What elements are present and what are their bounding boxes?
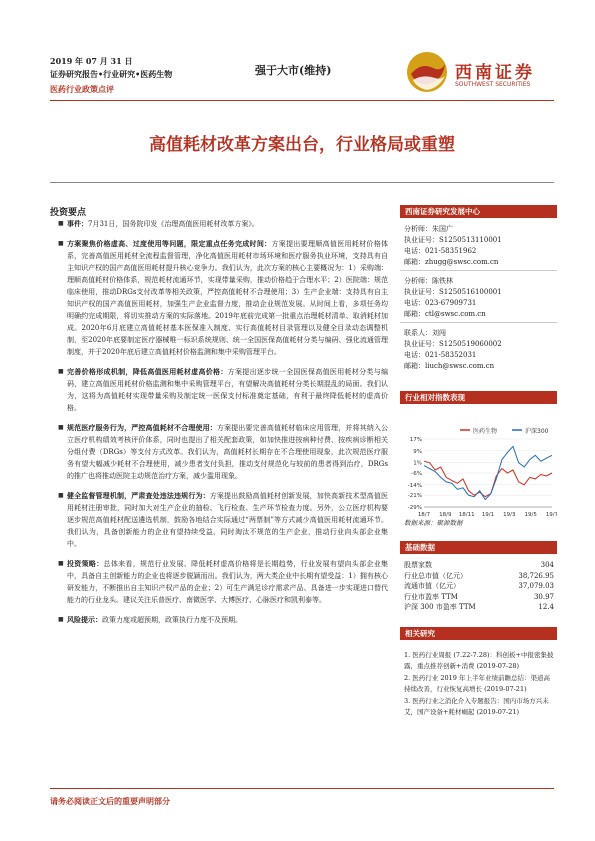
x-tick-label: 19/3	[503, 512, 516, 518]
relative-index-chart	[400, 423, 557, 531]
report-date: 2019 年 07 月 31 日	[50, 56, 133, 66]
logo-emblem-icon	[405, 50, 449, 94]
basic-data-heading: 基础数据	[400, 541, 557, 554]
table-row: 股票家数 304	[404, 561, 554, 569]
x-tick-label: 18/11	[458, 512, 475, 518]
y-tick-label: -29%	[407, 505, 422, 511]
report-category: 证券研究报告•行业研究•医药生物	[50, 69, 173, 79]
research-center-heading: 西南证券研究发展中心	[400, 205, 557, 218]
bullet-item: ■ 规范医疗服务行为，严控高值耗材不合理使用：方案提出要完善高值耗材临床应用管理，并将其纳入公立医疗机构绩效考核评价体系，同时也提出了相关配套政策，如加快推进按病种付费、按疾病诊断相关分组付费（DRGs）等支付方式改革。我们认为，高值耗材长期存在不合理使用现象，此次规范医疗服务有望大幅减少耗材不合理使用，减少患者支付负担，推动支付规范化与较前的患者得到治疗，DRGs的推广也将推动医院主动规范治疗方案，减少滥用现象。	[58, 422, 388, 482]
analyst-cert: 执业证号：S1250519060002	[404, 340, 502, 348]
bullet-item: ■ 风险提示：政策力度或超预期，政策执行力度不及预期。	[58, 614, 388, 626]
table-row: 流通市值（亿元） 37,079.03	[404, 582, 554, 590]
footer-divider	[50, 788, 554, 789]
title-divider	[50, 182, 554, 183]
analyst-cert: 执业证号：S1250516100001	[404, 288, 502, 296]
industry-rating: 强于大市(维持)	[255, 64, 332, 77]
disclaimer-note: 请务必阅读正文后的重要声明部分	[50, 796, 170, 806]
analyst-phone: 电话：021-58352031	[404, 351, 477, 359]
bullet-item: ■ 投资策略：总体来看，规范行业发展、降低耗材虚高价格将是长期趋势，行业发展有望向头部企业集中，具备自主创新能力的企业也将逐步脱颖而出。我们认为，两大类企业中长期有望受益：1）拥有核心研发能力，不断推出自主知识产权产品的企业；2）可生产满足诊疗需求产品、具备进一步实现进口替代能力的行业龙头。建议关注乐普医疗、南微医学、大博医疗、心脉医疗和凯利泰等。	[58, 558, 388, 606]
analyst-email[interactable]: 邮箱：liuch@swsc.com.cn	[404, 362, 495, 370]
report-subtype: 医药行业政策点评	[50, 84, 114, 94]
y-tick-label: -6%	[411, 471, 422, 477]
x-tick-label: 18/7	[417, 512, 431, 518]
x-tick-label: 19/7	[545, 512, 557, 518]
related-report-link[interactable]: 1. 医药行业周报 (7.22-7.28)：科创板+中报密集披露，重点推荐创新+消费 (2019-07-28)	[404, 651, 554, 670]
legend-label: 沪深300	[525, 428, 549, 435]
analyst-email[interactable]: 邮箱：ctl@swsc.com.cn	[404, 310, 486, 318]
x-tick-label: 18/9	[439, 512, 452, 518]
logo-name-en: SOUTHWEST SECURITIES	[455, 81, 531, 88]
report-title: 高值耗材改革方案出台，行业格局或重塑	[149, 135, 455, 155]
related-research-heading: 相关研究	[400, 627, 557, 640]
logo-name-cn: 西南证券	[455, 63, 535, 83]
header-divider	[50, 100, 554, 101]
analyst-block	[404, 224, 502, 268]
table-row: 行业总市值（亿元） 38,726.95	[404, 571, 554, 580]
y-tick-label: 9%	[413, 448, 422, 455]
analyst-name: 分析师：朱国广	[404, 225, 453, 233]
x-tick-label: 19/1	[481, 512, 495, 518]
bullet-item: ■ 完善价格形成机制，降低高值医用耗材虚高价格：方案提出逐步统一全国医保高值医用耗材分类与编码，建立高值医用耗材价格监测和集中采购管理平台，有望解决高值耗材分类长期混乱的局面。我们认为，这将为高值耗材实现带量采购及制定统一医保支付标准奠定基础，有利于最终降低耗材的虚高价格。	[58, 366, 388, 414]
divider	[400, 270, 557, 271]
related-report-link[interactable]: 2. 医药行业 2019 年上半年业绩前瞻总结：渠道高持续改善，行业恢复高增长 (2019-07-21)	[404, 674, 550, 693]
relative-index-svg	[400, 423, 557, 521]
analyst-block	[404, 328, 502, 372]
table-row: 沪深 300 市盈率 TTM 12.4	[404, 603, 554, 611]
basic-data-table	[404, 560, 554, 613]
x-tick-label: 19/5	[524, 512, 537, 518]
analyst-phone: 电话：023-67909731	[404, 299, 477, 307]
y-tick-label: 1%	[413, 460, 422, 467]
related-report-link[interactable]: 3. 医药行业之消化介入专题报告：国内市场方兴未艾，国产设备+耗材崛起 (2019-07-21)	[404, 697, 549, 716]
table-row: 行业市盈率 TTM 30.97	[404, 592, 554, 601]
bullet-item: ■ 健全监督管理机制，严肃查处违法违规行为：方案提出鼓励高值耗材创新发展，加快高新技术型高值医用耗材注册审批，同时加大对生产企业的抽检、飞行检查、生产环节检查力度。另外，公立医疗机构要逐步规范高值耗材配送遴选机制，鼓励各地结合实际通过“两票制”等方式减少高值医用耗材流通环节。我们认为，具备创新能力的企业有望持续受益，同时淘汰不规范的生产企业，推动行业向头部企业集中。	[58, 490, 388, 550]
y-tick-label: 17%	[409, 437, 422, 443]
analyst-block	[404, 276, 502, 320]
investment-points-list	[58, 218, 388, 628]
analyst-phone: 电话：021-58351962	[404, 247, 477, 255]
y-tick-label: -21%	[407, 493, 422, 500]
bullet-item: ■ 事件：7月31日，国务院印发《治理高值医用耗材改革方案》。	[58, 218, 388, 230]
company-logo	[405, 50, 565, 95]
legend-label: 医药生物	[473, 428, 498, 435]
divider	[400, 322, 557, 323]
analyst-cert: 执业证号：S1250513110001	[404, 236, 502, 244]
index-chart-heading: 行业相对指数表现	[400, 391, 557, 404]
bullet-item: ■ 方案聚焦价格虚高、过度使用等问题，限定重点任务完成时间：方案提出要理顺高值医用耗材价格体系，完善高值医用耗材全流程监督管理，净化高值医用耗材市场环境和医疗服务执业环境，支持具有自主知识产权的国产高值医用耗材提升核心竞争力。我们认为，此次方案的核心主要概况为：1）采购端：理顺高值耗材价格体系，规范耗材流通环节，实现带量采购，推动价格趋于合理水平；2）医院端：规范临床使用，推动DRGs支付改革等相关政策，严控高值耗材不合理使用；3）生产企业端：支持具有自主知识产权的国产高值医用耗材，加强生产企业监督力度，推动企业规范发展。从时间上看，多项任务均明确约完成期限，将切实推动方案的实际落地。2019年底前完成第一批重点治理耗材清单、取消耗材加成。2020年6月底建立高值耗材基本医保准入制度、实行高值耗材目录管理以及健全目录动态调整机制，至2020年底要制定医疗器械唯一标识系统规则、统一全国医保高值耗材分类与编码、强化流通管理制度，并于2020年底后建立高值耗材价格监测和集中采购管理平台。	[58, 238, 388, 358]
analyst-name: 联系人：刘闯	[404, 329, 446, 337]
analyst-name: 分析师：陈铁林	[404, 277, 453, 285]
analyst-email[interactable]: 邮箱：zhugg@swsc.com.cn	[404, 258, 499, 266]
investment-points-heading: 投资要点	[50, 208, 87, 218]
y-tick-label: -14%	[407, 482, 422, 489]
related-research-list	[404, 650, 554, 719]
chart-source: 数据来源：聚源数据	[404, 519, 463, 527]
